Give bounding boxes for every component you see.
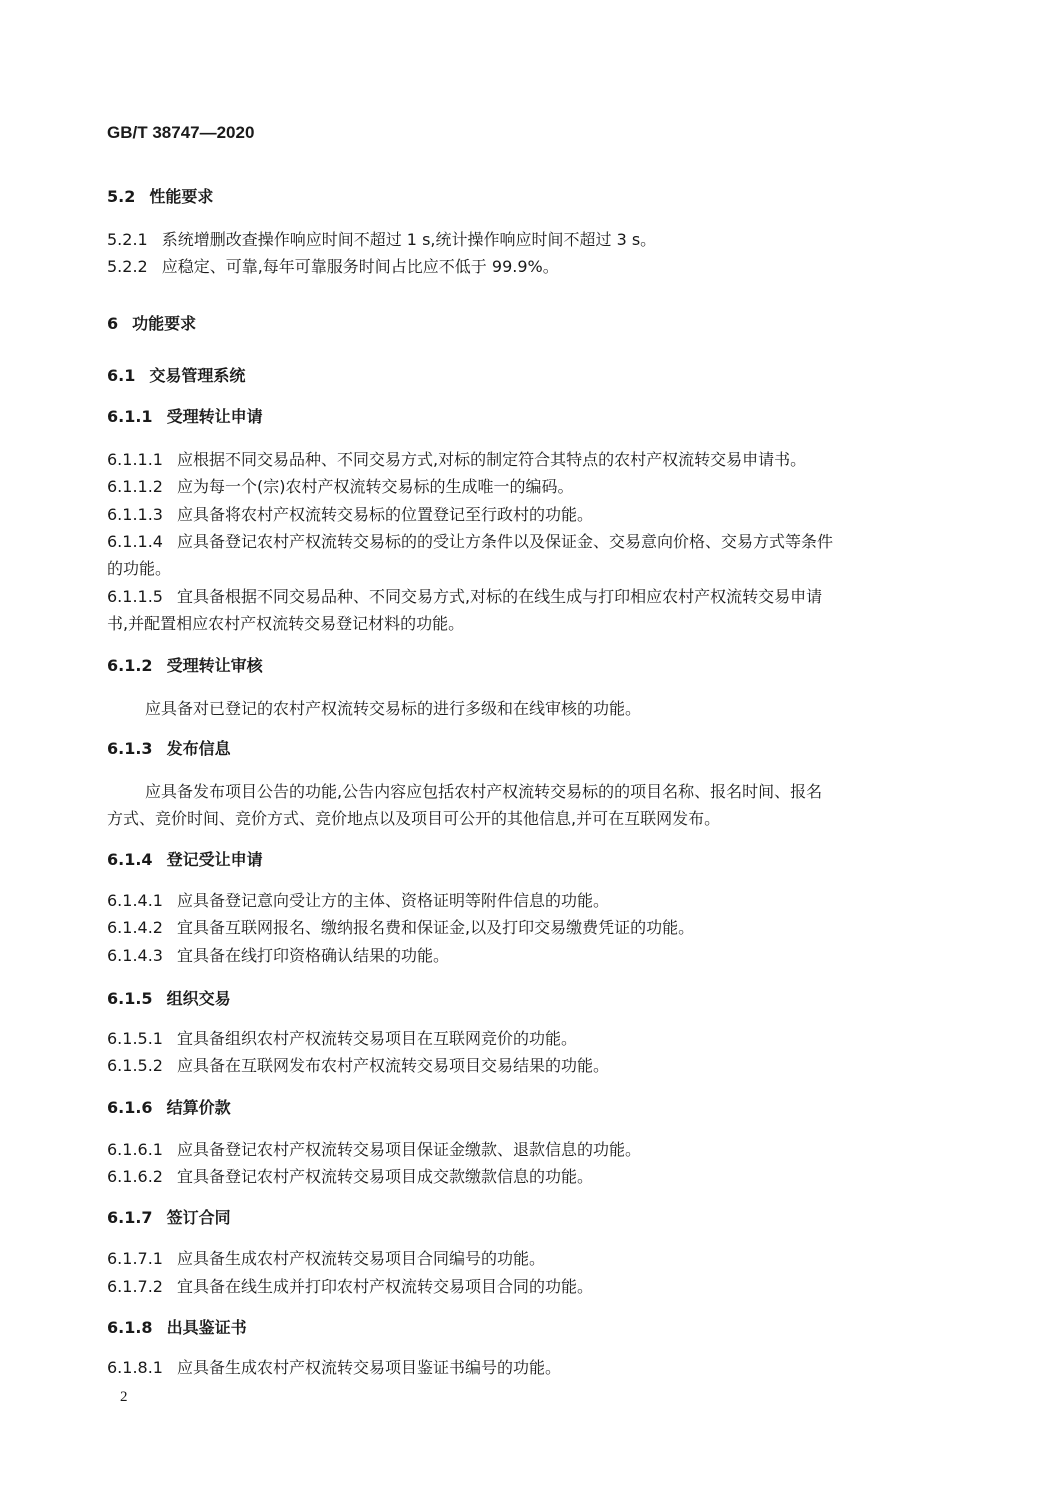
clause-6-1-1-3: [107, 504, 593, 526]
clause-number: 6.1.6.2: [107, 1167, 163, 1186]
clause-text: 宜具备组织农村产权流转交易项目在互联网竞价的功能。: [176, 1029, 577, 1048]
section-6-1-2-heading: [107, 655, 263, 677]
clause-number: 6.1.1.4: [107, 532, 163, 551]
section-number: 6.1.6: [107, 1098, 153, 1117]
clause-text: 应具备登记农村产权流转交易标的的受让方条件以及保证金、交易意向价格、交易方式等条件: [176, 532, 833, 551]
clause-6-1-4-3: [107, 945, 449, 967]
section-title: 交易管理系统: [149, 366, 246, 385]
section-title: 出具鉴证书: [166, 1318, 247, 1337]
clause-number: 6.1.1.3: [107, 505, 163, 524]
clause-number: 6.1.4.3: [107, 946, 163, 965]
section-6-1-7-heading: [107, 1207, 231, 1229]
clause-number: 6.1.6.1: [107, 1140, 163, 1159]
paragraph: 应具备对已登记的农村产权流转交易标的进行多级和在线审核的功能。: [145, 699, 642, 718]
clause-6-1-1-4: [107, 531, 833, 553]
clause-5-2-2: [107, 256, 559, 278]
clause-text: 宜具备根据不同交易品种、不同交易方式,对标的在线生成与打印相应农村产权流转交易申请: [176, 587, 823, 606]
clause-6-1-6-2: [107, 1166, 593, 1188]
section-number: 6.1.5: [107, 989, 153, 1008]
clause-text: 应具备登记农村产权流转交易项目保证金缴款、退款信息的功能。: [176, 1140, 641, 1159]
clause-text: 应为每一个(宗)农村产权流转交易标的生成唯一的编码。: [176, 477, 574, 496]
clause-6-1-5-2: [107, 1055, 609, 1077]
section-title: 受理转让审核: [166, 656, 263, 675]
paragraph-continuation: 方式、竞价时间、竞价方式、竞价地点以及项目可公开的其他信息,并可在互联网发布。: [107, 809, 721, 828]
section-6-1-1-heading: [107, 406, 263, 428]
section-title: 签订合同: [166, 1208, 231, 1227]
section-number: 6.1.4: [107, 850, 153, 869]
section-number: 6.1.3: [107, 739, 153, 758]
clause-continuation: 书,并配置相应农村产权流转交易登记材料的功能。: [107, 614, 465, 633]
section-6-1-4-heading: [107, 849, 263, 871]
section-6-1-5-heading: [107, 988, 231, 1010]
clause-number: 6.1.5.2: [107, 1056, 163, 1075]
section-5-2-heading: [107, 186, 213, 208]
clause-number: 6.1.1.1: [107, 450, 163, 469]
clause-6-1-4-2: [107, 917, 694, 939]
section-6-1-heading: [107, 365, 245, 387]
clause-number: 5.2.1: [107, 230, 148, 249]
clause-5-2-1: [107, 229, 656, 251]
clause-text: 应具备将农村产权流转交易标的位置登记至行政村的功能。: [176, 505, 593, 524]
clause-6-1-1-2: [107, 476, 573, 498]
section-number: 6.1.7: [107, 1208, 153, 1227]
section-number: 6.1.1: [107, 407, 153, 426]
page-number: 2: [120, 1389, 128, 1405]
section-6-1-8-heading: [107, 1317, 247, 1339]
section-6-1-3-heading: [107, 738, 231, 760]
section-title: 受理转让申请: [166, 407, 263, 426]
section-6-heading: [107, 313, 196, 335]
clause-text: 应具备在互联网发布农村产权流转交易项目交易结果的功能。: [176, 1056, 609, 1075]
clause-6-1-7-1: [107, 1248, 545, 1270]
clause-text: 应具备生成农村产权流转交易项目鉴证书编号的功能。: [176, 1358, 561, 1377]
clause-number: 6.1.4.1: [107, 891, 163, 910]
clause-text: 应根据不同交易品种、不同交易方式,对标的制定符合其特点的农村产权流转交易申请书。: [176, 450, 807, 469]
clause-number: 6.1.7.2: [107, 1277, 163, 1296]
clause-text: 宜具备在线打印资格确认结果的功能。: [176, 946, 449, 965]
section-number: 6.1.2: [107, 656, 153, 675]
clause-number: 6.1.1.5: [107, 587, 163, 606]
clause-number: 6.1.8.1: [107, 1358, 163, 1377]
clause-6-1-7-2: [107, 1276, 593, 1298]
clause-6-1-5-1: [107, 1028, 577, 1050]
section-6-1-6-heading: [107, 1097, 231, 1119]
clause-text: 宜具备在线生成并打印农村产权流转交易项目合同的功能。: [176, 1277, 593, 1296]
section-title: 发布信息: [166, 739, 231, 758]
clause-text: 应稳定、可靠,每年可靠服务时间占比应不低于 99.9%。: [161, 257, 559, 276]
clause-6-1-1-5: [107, 586, 822, 608]
clause-number: 5.2.2: [107, 257, 148, 276]
section-number: 6: [107, 314, 119, 333]
clause-text: 宜具备互联网报名、缴纳报名费和保证金,以及打印交易缴费凭证的功能。: [176, 918, 695, 937]
section-title: 组织交易: [166, 989, 231, 1008]
clause-number: 6.1.1.2: [107, 477, 163, 496]
clause-number: 6.1.4.2: [107, 918, 163, 937]
section-title: 登记受让申请: [166, 850, 263, 869]
clause-number: 6.1.7.1: [107, 1249, 163, 1268]
section-title: 功能要求: [132, 314, 197, 333]
clause-6-1-8-1: [107, 1357, 561, 1379]
clause-text: 宜具备登记农村产权流转交易项目成交款缴款信息的功能。: [176, 1167, 593, 1186]
clause-text: 应具备生成农村产权流转交易项目合同编号的功能。: [176, 1249, 545, 1268]
section-number: 5.2: [107, 187, 136, 206]
clause-6-1-4-1: [107, 890, 609, 912]
section-title: 结算价款: [166, 1098, 231, 1117]
section-number: 6.1: [107, 366, 136, 385]
clause-6-1-6-1: [107, 1139, 641, 1161]
clause-text: 应具备登记意向受让方的主体、资格证明等附件信息的功能。: [176, 891, 609, 910]
clause-text: 系统增删改查操作响应时间不超过 1 s,统计操作响应时间不超过 3 s。: [161, 230, 657, 249]
paragraph: 应具备发布项目公告的功能,公告内容应包括农村产权流转交易标的的项目名称、报名时间、报名: [145, 782, 823, 801]
clause-number: 6.1.5.1: [107, 1029, 163, 1048]
clause-continuation: 的功能。: [107, 559, 172, 578]
document-code: GB/T 38747—2020: [107, 123, 255, 142]
section-number: 6.1.8: [107, 1318, 153, 1337]
section-title: 性能要求: [149, 187, 214, 206]
clause-6-1-1-1: [107, 449, 806, 471]
